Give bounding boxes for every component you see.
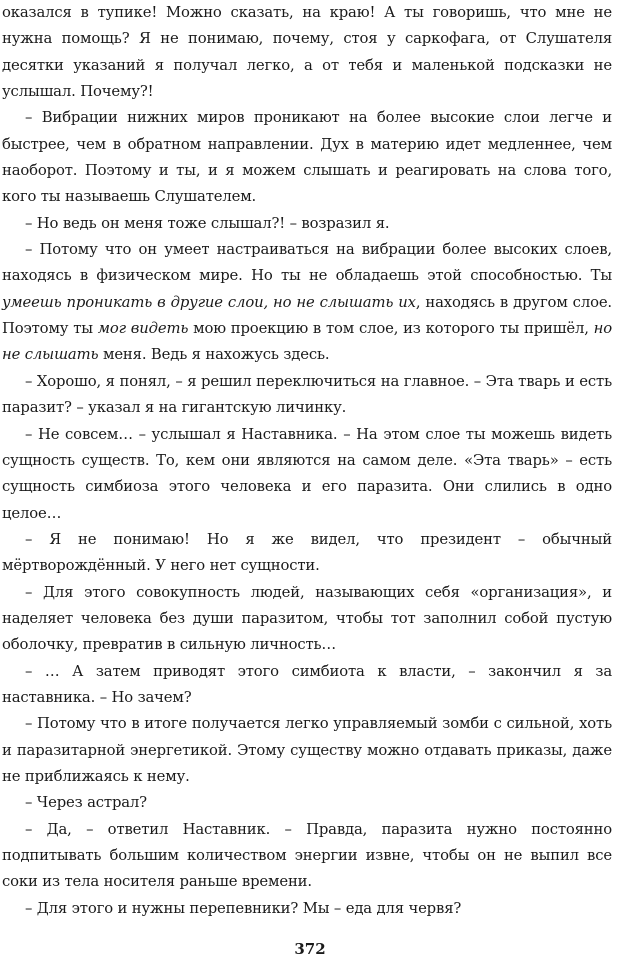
body-text bbox=[2, 0, 612, 922]
text-run: – Да, – ответил Наставник. – Правда, паразита нужно постоянно подпитывать большим количеством энергии извне, чтобы он не выпил все соки из тела носителя раньше времени. bbox=[2, 820, 612, 891]
paragraph bbox=[2, 237, 612, 369]
text-run: – Вибрации нижних миров проникают на более высокие слои легче и быстрее, чем в обратном направлении. Дух в материю идет медленнее, чем наоборот. Поэтому и ты, и я можем слышать и реагировать на слова того, кого ты называешь Слушателем. bbox=[2, 109, 612, 206]
page-number: 372 bbox=[294, 940, 326, 958]
paragraph bbox=[2, 105, 612, 210]
italic-text: мог видеть bbox=[97, 320, 189, 338]
text-run: – Я не понимаю! Но я же видел, что президент – обычный мёртворождённый. У него нет сущности. bbox=[2, 530, 612, 575]
text-run: оказался в тупике! Можно сказать, на краю! А ты говоришь, что мне не нужна помощь? Я не понимаю, почему, стоя у саркофага, от Слушателя десятки указаний я получал легко, а от тебя и маленькой подсказки не услышал. Почему?! bbox=[2, 4, 612, 101]
text-run: – Для этого и нужны перепевники? Мы – еда для червя? bbox=[25, 899, 462, 917]
text-run: мою проекцию в том слое, из которого ты пришёл, bbox=[188, 320, 594, 338]
italic-text: но не слышать bbox=[2, 320, 612, 364]
paragraph bbox=[2, 369, 612, 422]
text-run: – … А затем приводят этого симбиота к власти, – закончил я за наставника. – Но зачем? bbox=[2, 662, 612, 706]
paragraph bbox=[2, 211, 612, 237]
text-run: – Но ведь он меня тоже слышал?! – возразил я. bbox=[25, 214, 390, 232]
text-run: – Потому что в итоге получается легко управляемый зомби с сильной, хоть и паразитарной энергетикой. Этому существу можно отдавать приказы, даже не приближаясь к нему. bbox=[2, 715, 612, 785]
paragraph bbox=[2, 817, 612, 896]
paragraph bbox=[2, 711, 612, 790]
text-run: – Потому что он умеет настраиваться на вибрации более высоких слоев, находясь в физическом мире. Но ты не обладаешь этой способностью. Ты bbox=[2, 241, 612, 285]
paragraph bbox=[2, 422, 612, 527]
paragraph bbox=[2, 527, 612, 580]
text-run: меня. Ведь я нахожусь здесь. bbox=[98, 346, 330, 364]
paragraph bbox=[2, 659, 612, 712]
paragraph bbox=[2, 580, 612, 659]
text-run: , находясь в другом слое. Поэтому ты bbox=[2, 293, 612, 338]
text-run: – Не совсем… – услышал я Наставника. – На этом слое ты можешь видеть сущность существ. То, кем они являются на самом деле. «Эта тварь» – есть сущность симбиоза этого человека и его паразита. Они слились в одно целое… bbox=[2, 425, 612, 522]
text-run: – Для этого совокупность людей, называющих себя «организация», и наделяет человека без души паразитом, чтобы тот заполнил собой пустую оболочку, превратив в сильную личность… bbox=[2, 583, 612, 654]
paragraph bbox=[2, 896, 612, 922]
text-run: – Хорошо, я понял, – я решил переключиться на главное. – Эта тварь и есть паразит? – указал я на гигантскую личинку. bbox=[2, 372, 612, 417]
paragraph bbox=[2, 0, 612, 105]
paragraph bbox=[2, 790, 612, 816]
italic-text: умеешь проникать в другие слои, но не слышать их bbox=[2, 293, 416, 311]
text-run: – Через астрал? bbox=[25, 794, 147, 812]
